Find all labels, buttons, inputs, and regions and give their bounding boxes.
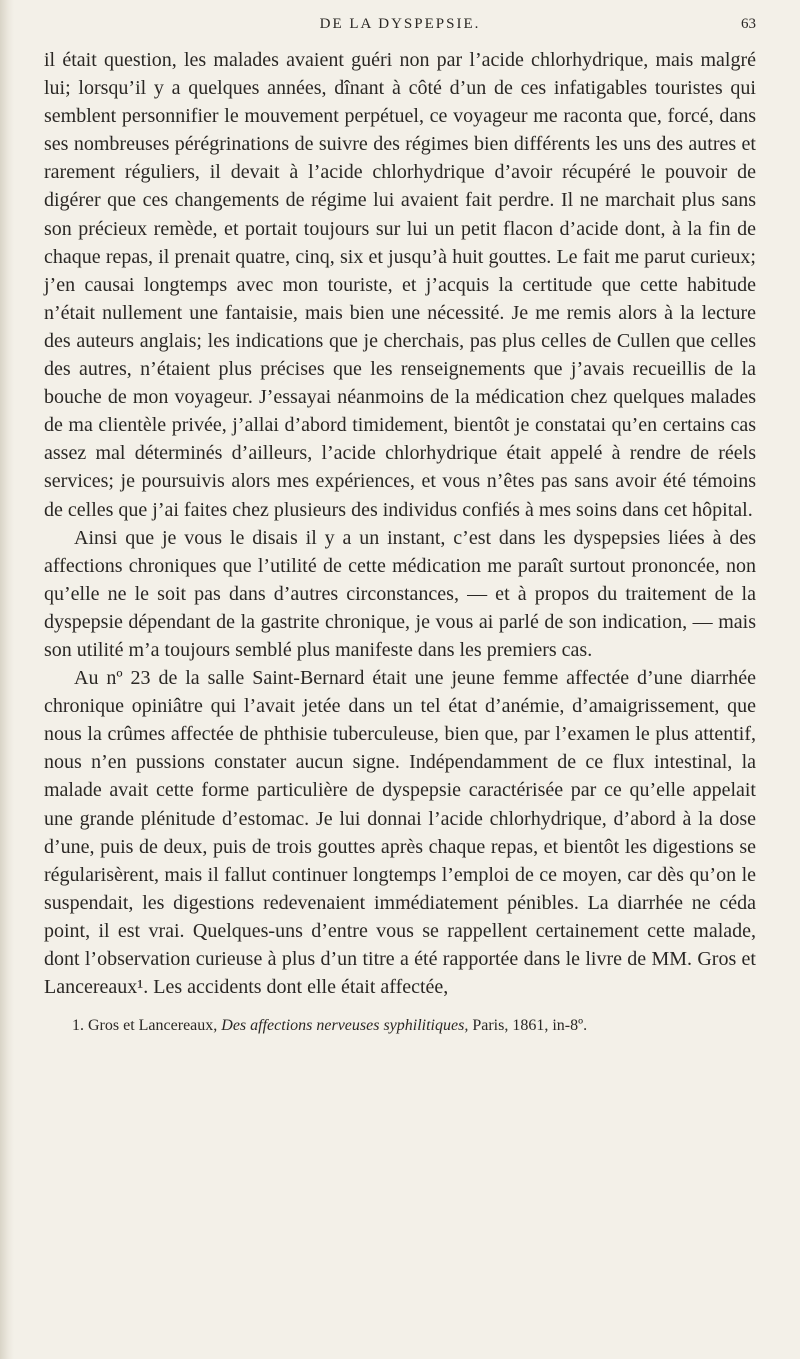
running-title: DE LA DYSPEPSIE. [319,16,481,32]
paragraph-1: il était question, les malades avaient guéri non par l’acide chlorhydrique, mais malgré lui; lorsqu’il y a quelques années, dînant à côté d’un de ces infatigables touristes qui semblent personnifier le mouvement perpétuel, ce voyageur me raconta que, forcé, dans ses nombreuses pérégrinations de suivre des régimes bien différents les uns des autres et rarement réguliers, il devait à l’acide chlorhydrique d’avoir récupéré le pouvoir de digérer que ces changements de régime lui avaient fait perdre. Il ne marchait plus sans son précieux remède, et portait toujours sur lui un petit flacon d’acide dont, à la fin de chaque repas, il prenait quatre, cinq, six et jusqu’à huit gouttes. Le fait me parut curieux; j’en causai longtemps avec mon touriste, et j’acquis la certitude que cette habitude n’était nullement une fantaisie, mais bien une nécessité. Je me remis alors à la lecture des auteurs anglais; les indications que je cherchais, pas plus celles de Cullen que celles des autres, n’étaient plus précises que les renseignements que j’avais recueillis de la bouche de mon voyageur. J’essayai néanmoins de la médication chez quelques malades de ma clientèle privée, j’allai d’abord timidement, bientôt je constatai qu’en certains cas assez mal déterminés d’ailleurs, l’acide chlorhydrique était appelé à rendre de réels services; je poursuivis alors mes expériences, et vous n’êtes pas sans avoir été témoins de celles que j’ai faites chez plusieurs des individus confiés à mes soins dans cet hôpital. [44,49,756,521]
page-number: 63 [741,16,756,32]
body-text [44,46,756,1001]
footnote [44,1015,756,1037]
book-page [44,14,756,1037]
footnote-publication: Paris, 1861, in-8º. [472,1017,588,1035]
footnote-title: Des affections nerveuses syphilitiques, [221,1017,469,1035]
paragraph-3: Au nº 23 de la salle Saint-Bernard était une jeune femme affectée d’une diarrhée chronique opiniâtre qui l’avait jetée dans un tel état d’anémie, d’amaigrissement, que nous la crûmes affectée de phthisie tuberculeuse, bien que, par l’examen le plus attentif, nous n’en pussions constater aucun signe. Indépendamment de ce flux intestinal, la malade avait cette forme particulière de dyspepsie caractérisée par ce qu’elle appelait une grande plénitude d’estomac. Je lui donnai l’acide chlorhydrique, d’abord à la dose d’une, puis de deux, puis de trois gouttes après chaque repas, et bientôt les digestions se régularisèrent, mais il fallut continuer longtemps l’emploi de ce moyen, car dès qu’on le suspendait, les digestions redevenaient immédiatement pénibles. La diarrhée ne céda point, il est vrai. Quelques-uns d’entre vous se rappellent certainement cette malade, dont l’observation curieuse à plus d’un titre a été rapportée dans le livre de MM. Gros et Lancereaux¹. Les accidents dont elle était affectée, [44,667,756,999]
footnote-authors: Gros et Lancereaux, [88,1017,218,1035]
running-head [44,14,756,40]
footnote-marker: 1. [72,1017,84,1035]
paragraph-2: Ainsi que je vous le disais il y a un instant, c’est dans les dyspepsies liées à des affections chroniques que l’utilité de cette médication me paraît surtout prononcée, non qu’elle ne le soit pas dans d’autres circonstances, — et à propos du traitement de la dyspepsie dépendant de la gastrite chronique, je vous ai parlé de son indication, — mais son utilité m’a toujours semblé plus manifeste dans les premiers cas. [44,526,756,661]
page-edge-shadow [0,0,14,1359]
